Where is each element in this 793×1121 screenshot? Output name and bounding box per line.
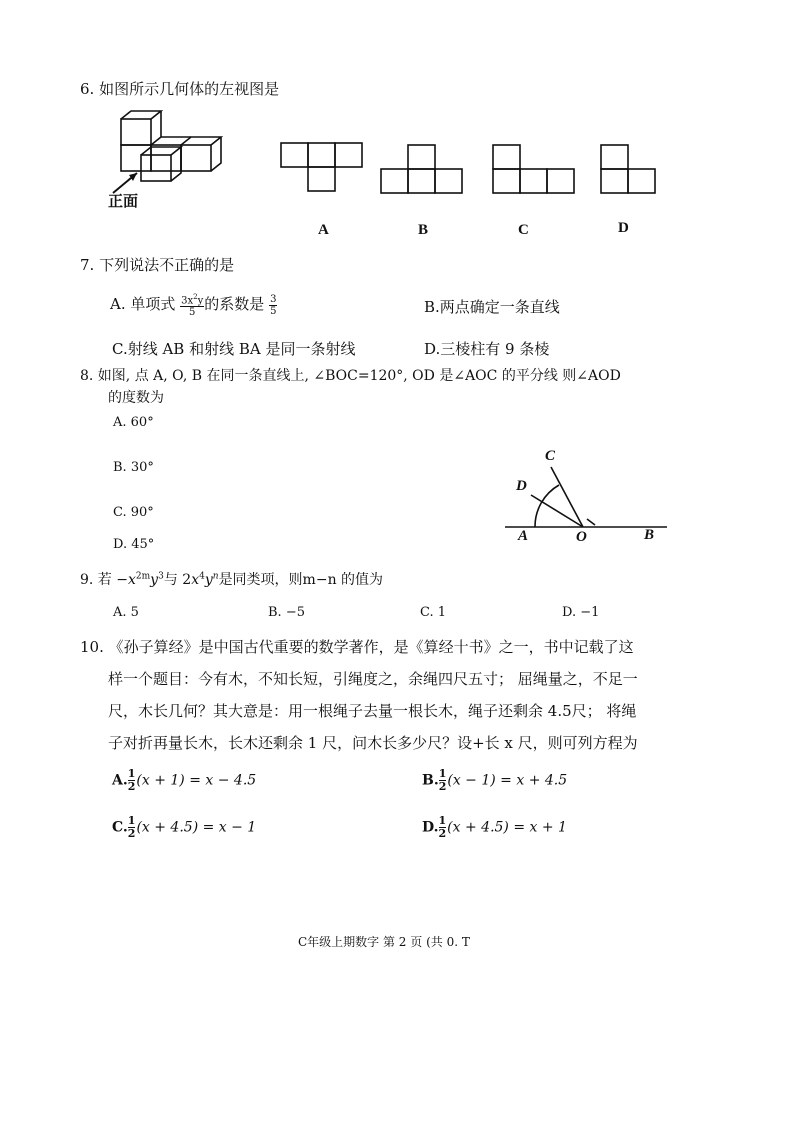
q8-label-a: A: [518, 528, 529, 544]
q6-option-b-label: B: [418, 222, 429, 238]
q10-option-b: [422, 768, 567, 793]
q9-term2: [182, 572, 218, 588]
q9-option-b: B. −5: [268, 605, 305, 620]
q7-a-frac-num: 3x: [181, 295, 194, 307]
q6-option-d-label: D: [618, 220, 629, 236]
q9-term1-y: y: [150, 572, 159, 588]
q10-option-d: [422, 815, 567, 840]
q10-a-letter: A.: [112, 772, 128, 789]
q10-d-num: 1: [438, 814, 447, 827]
q9-term1-x: x: [128, 572, 136, 588]
q7-a-coef-den: 5: [270, 305, 277, 317]
q9-mid: 与: [163, 572, 178, 588]
q10-d-letter: D.: [422, 819, 439, 836]
q10-c-fraction: [128, 815, 136, 840]
q9-term2-x: x: [191, 572, 200, 588]
q10-a-num: 1: [127, 767, 136, 780]
q7-a-frac-sup: 2: [193, 293, 198, 301]
q8-option-b: B. 30°: [113, 460, 154, 475]
q10-b-expr: (x − 1) = x + 4.5: [447, 772, 568, 789]
q7-option-c: C.射线 AB 和射线 BA 是同一条射线: [112, 340, 356, 358]
front-label: 正面: [108, 194, 139, 210]
q10-a-expr: (x + 1) = x − 4.5: [136, 772, 257, 789]
q10-c-expr: (x + 4.5) = x − 1: [136, 819, 257, 836]
q9-option-c: C. 1: [420, 605, 447, 620]
q9-term2-exp2: n: [212, 571, 219, 582]
q6-option-c-figure: [492, 144, 576, 196]
q10-line3: 尺，木长几何？其大意是：用一根绳子去量一根长木，绳子还剩余 4.5尺； 将绳: [108, 702, 637, 720]
q7-a-coefficient-fraction: [269, 294, 277, 317]
q7-a-frac-tail: y: [197, 295, 204, 307]
q8-label-d: D: [516, 478, 527, 494]
q10-c-den: 2: [127, 827, 136, 840]
q7-a-monomial-fraction: [180, 292, 204, 318]
q9-term2-exp1: 4: [199, 571, 205, 582]
q6-option-d-figure: [600, 144, 658, 196]
q9-term1-exp2: 3: [158, 571, 164, 582]
q10-d-fraction: [439, 815, 447, 840]
q9-stem: [80, 569, 383, 589]
q8-option-c: C. 90°: [113, 505, 154, 520]
q8-label-b: B: [644, 527, 655, 543]
q7-a-coef-num: 3: [270, 293, 277, 305]
q10-line1: 10. 《孙子算经》是中国古代重要的数学著作，是《算经十书》之一，书中记载了这: [80, 638, 634, 656]
q10-option-a: [112, 768, 256, 793]
q6-option-b-figure: [380, 144, 464, 196]
q10-c-num: 1: [127, 814, 136, 827]
q8-label-o: O: [576, 529, 587, 545]
q9-option-a: A. 5: [113, 605, 139, 620]
q10-b-fraction: [439, 768, 447, 793]
q7-option-a: [110, 292, 277, 318]
q10-b-letter: B.: [422, 772, 439, 789]
q6-option-a-figure: [280, 142, 364, 194]
q7-stem: 7. 下列说法不正确的是: [80, 256, 235, 274]
q6-stem: 6. 如图所示几何体的左视图是: [80, 80, 280, 98]
q10-d-den: 2: [438, 827, 447, 840]
q8-option-d: D. 45°: [113, 537, 155, 552]
q9-prefix: 9. 若: [80, 572, 112, 588]
q10-b-num: 1: [438, 767, 447, 780]
q6-option-a-label: A: [318, 222, 329, 238]
q7-a-mid: 的系数是: [204, 295, 265, 314]
q10-a-den: 2: [127, 780, 136, 793]
q9-term1-exp1: 2m: [135, 571, 151, 582]
q10-line4: 子对折再量长木，长木还剩余 1 尺，问木长多少尺？设+长 x 尺，则可列方程为: [108, 734, 638, 752]
q10-d-expr: (x + 4.5) = x + 1: [447, 819, 567, 836]
q8-option-a: A. 60°: [113, 415, 154, 430]
q7-a-frac-den: 5: [189, 307, 196, 319]
q9-term2-coef: 2: [182, 572, 192, 588]
q10-option-c: [112, 815, 256, 840]
q7-option-b: B.两点确定一条直线: [424, 298, 560, 316]
page-footer: C年级上期数字 第 2 页 (共 0. T: [298, 935, 470, 949]
q10-c-letter: C.: [112, 819, 128, 836]
q9-option-d: D. −1: [562, 605, 600, 620]
q10-b-den: 2: [438, 780, 447, 793]
q9-term2-y: y: [204, 572, 213, 588]
q9-term1: [116, 572, 164, 588]
q9-suffix: 是同类项，则m−n 的值为: [218, 572, 384, 588]
q7-option-d: D.三棱柱有 9 条棱: [424, 340, 550, 358]
q10-a-fraction: [128, 768, 136, 793]
q6-option-c-label: C: [518, 222, 529, 238]
q10-line2: 样一个题目：今有木，不知长短，引绳度之，余绳四尺五寸； 屈绳量之，不足一: [108, 670, 638, 688]
q8-stem: 8. 如图, 点 A, O, B 在同一条直线上, ∠BOC=120°, OD 是∠AOC 的平分线 则∠AOD: [80, 368, 621, 384]
q8-label-c: C: [545, 448, 556, 464]
q9-term1-neg: −: [116, 572, 128, 588]
q8-stem-line2: 的度数为: [108, 390, 164, 406]
q7-a-prefix: A. 单项式: [110, 295, 176, 314]
